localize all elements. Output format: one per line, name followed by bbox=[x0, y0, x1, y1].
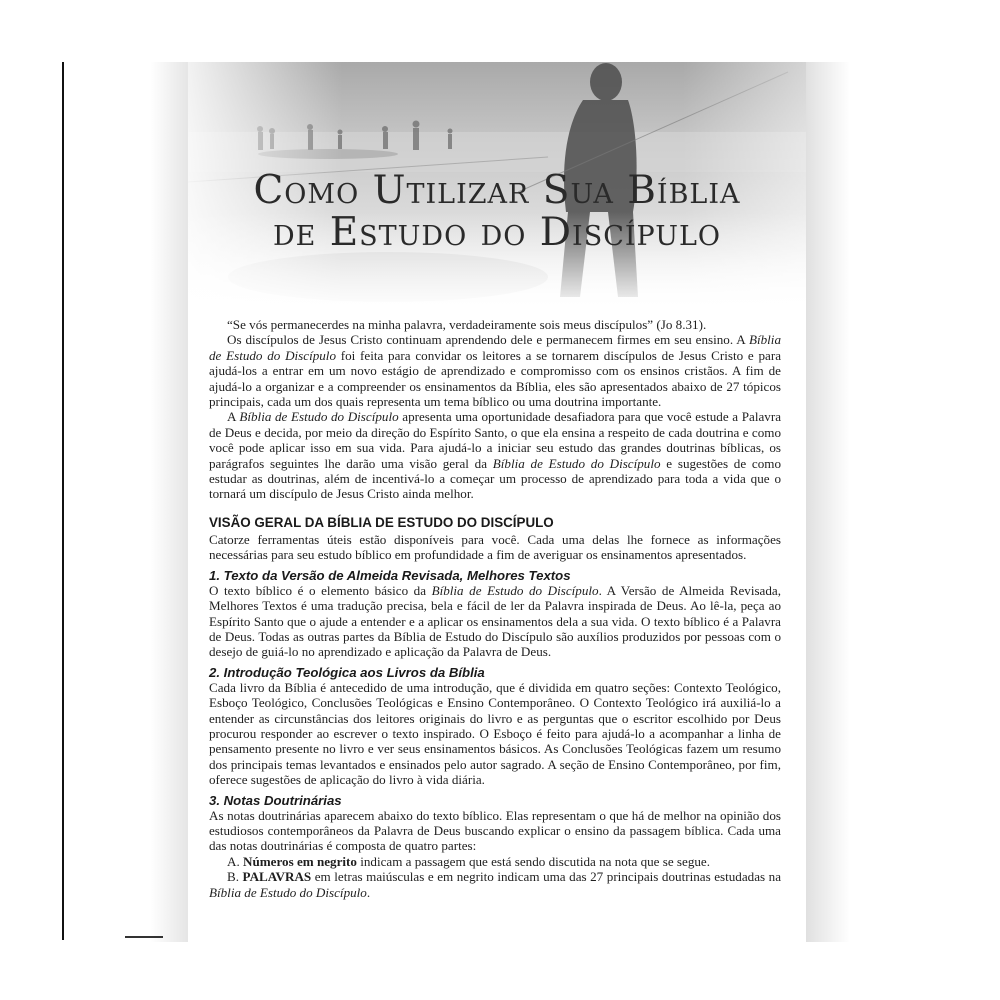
book-title: Bíblia de Estudo do Discípulo bbox=[239, 409, 399, 425]
text-run: Os discípulos de Jesus Cristo continuam aprendendo dele e permanecem firmes em seu ensino. A bbox=[227, 332, 749, 348]
text-run: A bbox=[227, 409, 240, 425]
item-marker: A. bbox=[227, 853, 244, 869]
quote-text: “Se vós permanecerdes na minha palavra, verdadeiramente sois meus discípulos” (Jo 8.31). bbox=[227, 317, 707, 332]
list-item-a bbox=[209, 854, 781, 869]
overview-paragraph: Catorze ferramentas úteis estão disponíveis para você. Cada uma delas lhe fornece as informações necessárias para seu estudo bíblico em profundidade a fim de averiguar os ensinamentos apresentados. bbox=[209, 531, 781, 563]
page-title bbox=[188, 170, 806, 254]
page-shadow-left bbox=[150, 62, 188, 942]
title-line-1: Como Utilizar Sua Bíblia bbox=[253, 168, 741, 213]
intro-paragraph-2 bbox=[209, 409, 781, 501]
section-3-paragraph: As notas doutrinárias aparecem abaixo do texto bíblico. Elas representam o que há de melhor na opinião dos estudiosos contemporâneos da Palavra de Deus buscando explicar o ensino da passagem bíblica. Cada uma das notas doutrinárias é composta de quatro partes: bbox=[209, 807, 781, 854]
bold-term: PALAVRAS bbox=[242, 869, 312, 885]
book-title: Bíblia de Estudo do Discípulo bbox=[209, 332, 781, 363]
text-run: foi feita para convidar os leitores a se tornarem discípulos de Jesus Cristo e para ajudá-los a entrar em um novo estágio de aprendizado e compromisso com os ensinos cristãos. A fim de ajudá-lo a organizar e a compreender os ensinamentos da Bíblia, eles são apresentados abaixo de 27 tópicos principais, cada um dos quais representa um tema bíblico ou uma doutrina importante. bbox=[209, 347, 782, 410]
text-run: em letras maiúsculas e em negrito indicam uma das 27 principais doutrinas estudadas na bbox=[311, 869, 781, 885]
document-page bbox=[188, 62, 806, 942]
section-1-paragraph bbox=[209, 583, 781, 660]
page-shadow-right bbox=[806, 62, 850, 942]
text-run: indicam a passagem que está sendo discutida na nota que se segue. bbox=[356, 853, 711, 869]
section-2-heading: 2. Introdução Teológica aos Livros da Bíblia bbox=[209, 664, 485, 680]
section-1-heading: 1. Texto da Versão de Almeida Revisada, Melhores Textos bbox=[209, 567, 571, 583]
bold-term: Números em negrito bbox=[243, 853, 357, 869]
overview-heading: VISÃO GERAL DA BÍBLIA DE ESTUDO DO DISCÍPULO bbox=[209, 514, 554, 530]
book-title: Bíblia de Estudo do Discípulo bbox=[209, 884, 367, 900]
text-run: . A Versão de Almeida Revisada, Melhores Textos é uma tradução precisa, bela e fácil de ler da Palavra inspirada de Deus. Ao lê-la, peça ao Espírito Santo que o ajude a entender e a aplicar os ensinamentos dela a sua vida. O texto bíblico é a Palavra de Deus. Todas as outras partes da Bíblia de Estudo do Discípulo são auxílios produzidos por pessoas com o desejo de guiá-lo no aprendizado e aplicação da Palavra de Deus. bbox=[209, 582, 781, 660]
section-2-paragraph: Cada livro da Bíblia é antecedido de uma introdução, que é dividida em quatro seções: Contexto Teológico, Esboço Teológico, Conclusões Teológicas e Ensino Contemporâneo. O Contexto Teológico irá auxiliá-lo a entender as circunstâncias dos leitores originais do livro e as perguntas que o escritor escolhido por Deus procurou responder ao escrever o texto inspirado. O Esboço é feito para ajudá-lo a acompanhar a linha de pensamento presente no livro e ver seus ensinamentos básicos. As Conclusões Teológicas fazem um resumo dos principais temas levantados e ensinados pelo autor sagrado. A seção de Ensino Contemporâneo, por fim, oferece sugestões de aplicação do livro à vida diária. bbox=[209, 679, 781, 788]
book-title: Bíblia de Estudo do Discípulo bbox=[431, 582, 599, 598]
text-run: . bbox=[366, 884, 371, 900]
left-page-edge bbox=[62, 62, 64, 940]
header-photo bbox=[188, 62, 806, 312]
text-run: apresenta uma oportunidade desafiadora para que você estude a Palavra de Deus e decida, por meio da direção do Espírito Santo, o que ela ensina a respeito de cada doutrina e como você pode aplicar isso em sua vida. Para ajudá-lo a iniciar seu estudo das grandes doutrinas bíblicas, os parágrafos seguintes lhe darão uma visão geral da bbox=[209, 409, 781, 471]
section-3-heading: 3. Notas Doutrinárias bbox=[209, 792, 342, 808]
document-body bbox=[209, 317, 781, 900]
text-run: e sugestões de como estudar as doutrinas, além de incentivá-lo a começar um processo de aprendizado para toda a vida que o tornará um discípulo de Jesus Cristo ainda melhor. bbox=[209, 455, 782, 502]
book-title: Bíblia de Estudo do Discípulo bbox=[492, 455, 661, 471]
item-marker: B. bbox=[227, 869, 243, 885]
intro-paragraph-1 bbox=[209, 332, 781, 409]
epigraph-quote bbox=[209, 317, 781, 332]
text-run: O texto bíblico é o elemento básico da bbox=[209, 582, 432, 598]
title-line-2: de Estudo do Discípulo bbox=[272, 210, 722, 255]
list-item-b bbox=[209, 869, 781, 900]
